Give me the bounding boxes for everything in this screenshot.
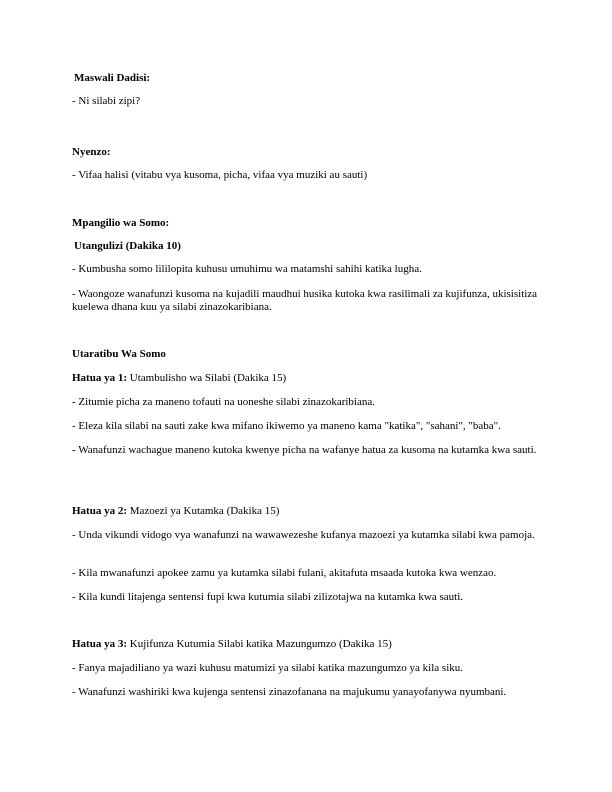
step-label: Hatua ya 2:	[72, 505, 127, 517]
lesson-plan-heading: Mpangilio wa Somo:	[72, 217, 170, 229]
resources-item: - Vifaa halisi (vitabu vya kusoma, picha, vifaa vya muziki au sauti)	[72, 169, 368, 181]
step-2-item: - Unda vikundi vidogo vya wanafunzi na wawawezeshe kufanya mazoezi ya kutamka silabi kwa pamoja.	[72, 529, 535, 541]
step-3-item: - Wanafunzi washiriki kwa kujenga sentensi zinazofanana na majukumu yanayofanywa nyumbani.	[72, 686, 507, 698]
step-1-item: - Eleza kila silabi na sauti zake kwa mifano ikiwemo ya maneno kama "katika", "sahani", "baba".	[72, 420, 501, 432]
guiding-questions-heading: Maswali Dadisi:	[74, 72, 151, 84]
step-label: Hatua ya 3:	[72, 638, 127, 650]
step-2-item: - Kila kundi litajenga sentensi fupi kwa kutumia silabi zilizotajwa na kutamka kwa sauti.	[72, 591, 464, 603]
procedure-heading: Utaratibu Wa Somo	[72, 348, 166, 360]
step-3-item: - Fanya majadiliano ya wazi kuhusu matumizi ya silabi katika mazungumzo ya kila siku.	[72, 662, 464, 674]
intro-item: - Waongoze wanafunzi kusoma na kujadili maudhui husika kutoka kwa rasilimali za kujifunza, ukisisitiza kuelewa dhana kuu ya silabi zinazokaribiana.	[72, 288, 538, 313]
step-2-heading	[72, 505, 542, 518]
step-title: Utambulisho wa Silabi (Dakika 15)	[129, 372, 287, 384]
step-2-item: - Kila mwanafunzi apokee zamu ya kutamka silabi fulani, akitafuta msaada kutoka kwa wenzao.	[72, 567, 497, 579]
step-1-heading	[72, 372, 542, 385]
step-1-item: - Zitumie picha za maneno tofauti na uoneshe silabi zinazokaribiana.	[72, 396, 375, 408]
guiding-question-item: - Ni silabi zipi?	[72, 95, 141, 107]
step-label: Hatua ya 1:	[72, 372, 127, 384]
step-title: Mazoezi ya Kutamka (Dakika 15)	[129, 505, 280, 517]
intro-heading: Utangulizi (Dakika 10)	[74, 240, 181, 252]
step-title: Kujifunza Kutumia Silabi katika Mazungumzo (Dakika 15)	[129, 638, 392, 650]
resources-heading: Nyenzo:	[72, 146, 111, 158]
step-1-item: - Wanafunzi wachague maneno kutoka kwenye picha na wafanye hatua za kusoma na kutamka kwa sauti.	[72, 444, 537, 456]
intro-item: - Kumbusha somo lililopita kuhusu umuhimu wa matamshi sahihi katika lugha.	[72, 263, 422, 275]
step-3-heading	[72, 638, 542, 651]
